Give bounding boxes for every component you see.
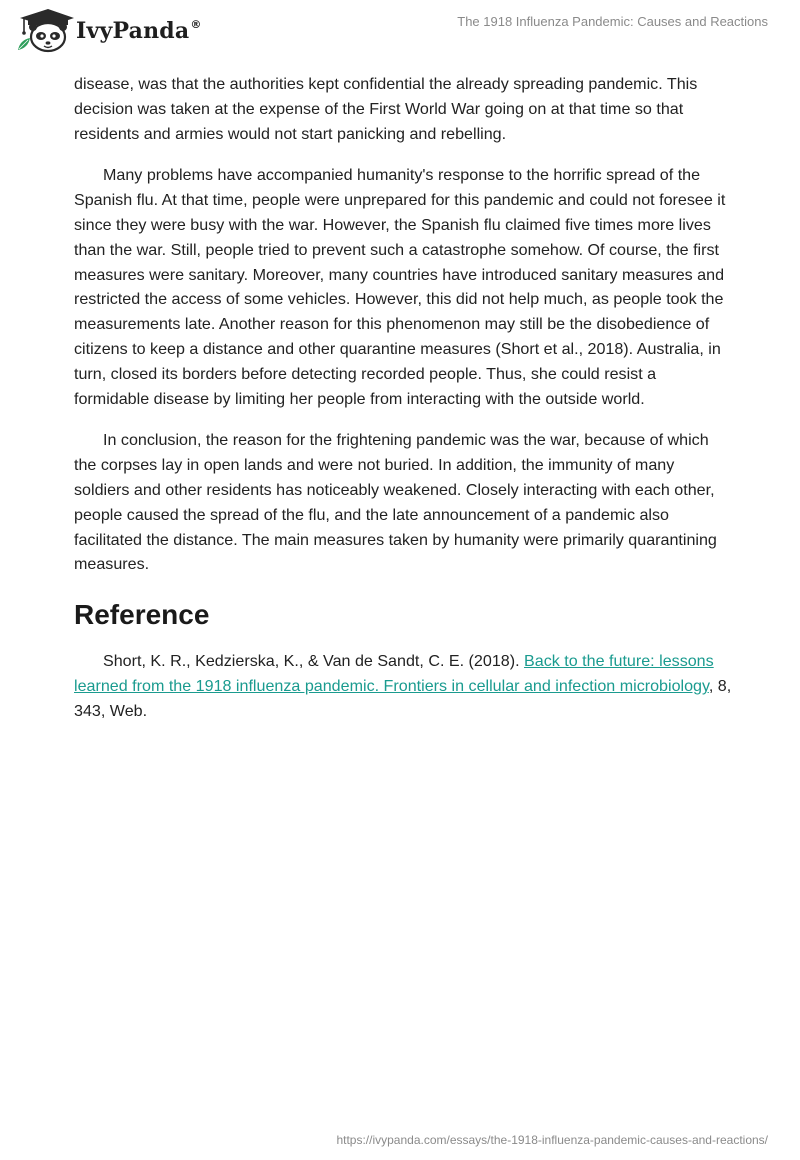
document-title: The 1918 Influenza Pandemic: Causes and Reactions [457, 14, 768, 29]
panda-graduation-cap-icon [14, 6, 74, 54]
body-paragraph-1: disease, was that the authorities kept confidential the already spreading pandemic. This decision was taken at the expense of the First World War going on at that time so that residents and armies would not start panicking and rebelling. [74, 75, 698, 143]
logo-wordmark: IvyPanda® [76, 17, 202, 44]
ivypanda-logo[interactable] [14, 6, 202, 54]
page-header [0, 0, 800, 60]
reference-suffix: , 8, 343, Web. [74, 676, 732, 720]
reference-authors: Short, K. R., Kedzierska, K., & Van de Sandt, C. E. (2018). [103, 652, 525, 671]
reference-heading: Reference [74, 599, 210, 631]
body-paragraph-3: In conclusion, the reason for the frightening pandemic was the war, because of which the corpses lay in open lands and were not buried. In addition, the immunity of many soldiers and other residents has noticeably weakened. Closely interacting with each other, people caused the spread of the flu, and the late announcement of a pandemic also facilitated the distance. The main measures taken by humanity were primarily quarantining measures. [74, 431, 717, 574]
reference-entry [74, 649, 734, 723]
footer-source-url[interactable]: https://ivypanda.com/essays/the-1918-influenza-pandemic-causes-and-reactions/ [336, 1133, 768, 1147]
reference-link[interactable]: Back to the future: lessons learned from the 1918 influenza pandemic. Frontiers in cellular and infection microbiology [74, 652, 714, 695]
registered-mark: ® [190, 17, 202, 31]
essay-content [74, 72, 734, 741]
body-paragraph-2: Many problems have accompanied humanity's response to the horrific spread of the Spanish flu. At that time, people were unprepared for this pandemic and could not foresee it since they were busy with the war. However, the Spanish flu claimed five times more lives than the war. Still, people tried to prevent such a catastrophe somehow. Of course, the first measures were sanitary. Moreover, many countries have introduced sanitary measures and restricted the access of some vehicles. However, this did not help much, as people took the measurements late. Another reason for this phenomenon may still be the disobedience of citizens to keep a distance and other quarantine measures (Short et al., 2018). Australia, in turn, closed its borders before detecting recorded people. Thus, she could resist a formidable disease by limiting her people from interacting with the outside world. [74, 166, 726, 408]
